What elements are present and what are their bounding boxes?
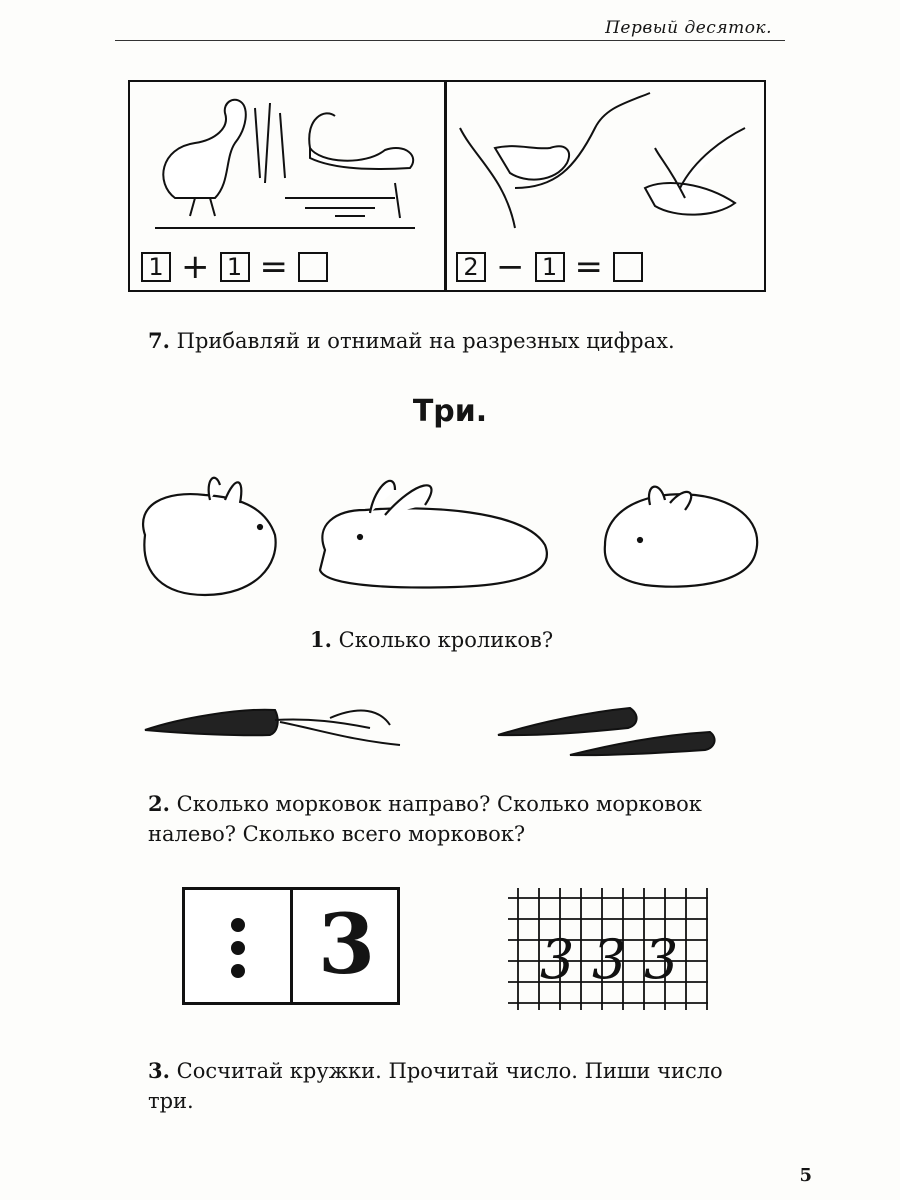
task-text: Сколько кроликов?: [338, 628, 554, 652]
rabbit-2: [320, 481, 547, 588]
task-7: [148, 326, 675, 356]
addend-box-2: 1: [220, 252, 250, 282]
carrot-left-tops: [275, 711, 400, 745]
task-text: Сосчитай кружки. Прочитай число. Пиши число: [176, 1059, 723, 1083]
rabbits-illustration: [125, 465, 775, 605]
minus-sign: −: [496, 247, 525, 287]
card-digit: 3: [317, 897, 376, 993]
rabbit-3: [605, 487, 757, 587]
written-digit: 3: [540, 928, 575, 991]
equals-sign: =: [574, 247, 603, 287]
right-equation: [456, 247, 643, 287]
task-1: [310, 625, 553, 655]
panel-divider: [444, 80, 447, 292]
left-equation: [141, 247, 328, 287]
task-number: 2.: [148, 791, 170, 816]
swan-neck: [309, 113, 335, 148]
rabbit-1: [143, 478, 276, 595]
task-line-1: [148, 1056, 788, 1086]
task-number: 1.: [310, 627, 332, 652]
count-dot: [231, 918, 245, 932]
carrot-right-2: [570, 732, 715, 755]
minuend-box: 2: [456, 252, 486, 282]
task-number: 3.: [148, 1058, 170, 1083]
running-header: Первый десяток.: [605, 18, 772, 38]
water: [285, 198, 395, 216]
task-text: Прибавляй и отнимай на разрезных цифрах.: [176, 329, 675, 353]
count-dot: [231, 941, 245, 955]
written-digit: 3: [644, 928, 679, 991]
goose-swan-illustration: [135, 88, 435, 238]
task-2: [148, 789, 788, 849]
goose-legs: [190, 198, 215, 216]
carrot-left: [145, 710, 278, 736]
count-dot: [231, 964, 245, 978]
task-text: Сколько морковок направо? Сколько морковок: [176, 792, 702, 816]
subtrahend-box: 1: [535, 252, 565, 282]
goose-body: [163, 100, 245, 198]
carrot-right-1: [498, 708, 637, 735]
answer-box: [613, 252, 643, 282]
header-rule: [115, 40, 785, 41]
section-title: Три.: [412, 394, 488, 429]
swan-body: [310, 148, 413, 169]
equals-sign: =: [259, 247, 288, 287]
task-line-1: [148, 789, 788, 819]
written-digit: 3: [592, 928, 627, 991]
answer-box: [298, 252, 328, 282]
task-line-2: три.: [148, 1089, 194, 1113]
writing-grid: [508, 888, 708, 1010]
task-3: [148, 1056, 788, 1116]
flying-bird: [645, 128, 745, 215]
plus-sign: +: [181, 247, 210, 287]
birds-illustration: [455, 88, 755, 238]
task-number: 7.: [148, 328, 170, 353]
page-number: 5: [799, 1165, 812, 1186]
addend-box-1: 1: [141, 252, 171, 282]
task-line-2: налево? Сколько всего морковок?: [148, 822, 526, 846]
perched-bird: [495, 146, 569, 179]
carrots-illustration: [140, 690, 730, 765]
